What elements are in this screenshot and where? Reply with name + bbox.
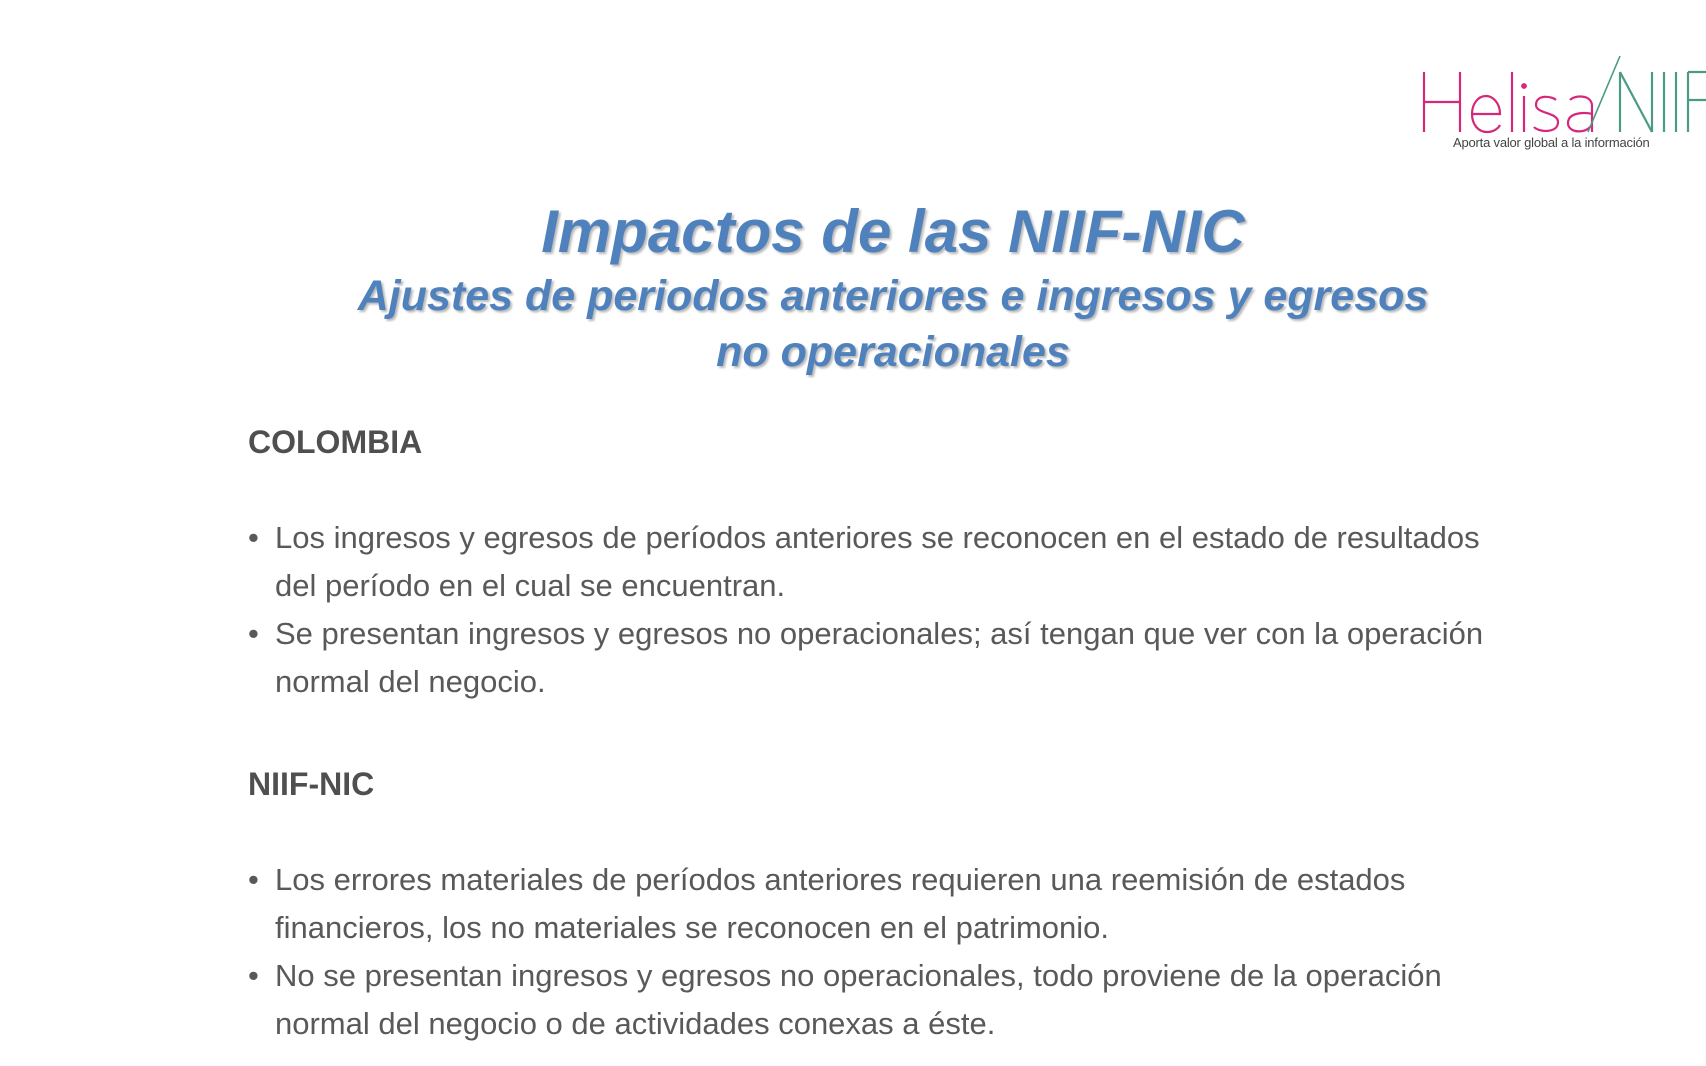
list-item [248,856,1498,952]
bullet-list-colombia [248,514,1498,706]
bullet-icon: • [248,616,259,651]
logo-slash [1588,56,1620,132]
list-item [248,514,1498,610]
helisa-niif-logo-mark [1420,50,1706,140]
section-heading-niif-nic: NIIF-NIC [248,766,375,802]
logo-tagline: Aporta valor global a la información [1453,135,1650,150]
bullet-icon: • [248,520,259,555]
bullet-text: No se presentan ingresos y egresos no operacionales, todo proviene de la operación normal del negocio o de actividades conexas a éste. [275,958,1442,1041]
bullet-text: Los ingresos y egresos de períodos anteriores se reconocen en el estado de resultados del período en el cual se encuentran. [275,520,1480,603]
bullet-text: Se presentan ingresos y egresos no operacionales; así tengan que ver con la operación normal del negocio. [275,616,1484,699]
bullet-text: Los errores materiales de períodos anteriores requieren una reemisión de estados financieros, los no materiales se reconocen en el patrimonio. [275,862,1406,945]
helisa-niif-logo [1420,50,1706,160]
list-item [248,952,1498,1048]
list-item [248,610,1498,706]
slide-subtitle-line-1: Ajustes de periodos anteriores e ingresos y egresos [357,272,1429,320]
bullet-list-niif-nic [248,856,1498,1048]
slide-body [248,420,1498,1048]
slide-title-block [0,196,1706,380]
logo-helisa-letters [1424,72,1592,132]
bullet-icon: • [248,958,259,993]
section-heading-colombia: COLOMBIA [248,424,423,460]
slide-subtitle-line-2: no operacionales [716,328,1070,376]
logo-niif-letters [1620,72,1706,132]
bullet-icon: • [248,862,259,897]
slide-title: Impactos de las NIIF-NIC [541,198,1245,265]
